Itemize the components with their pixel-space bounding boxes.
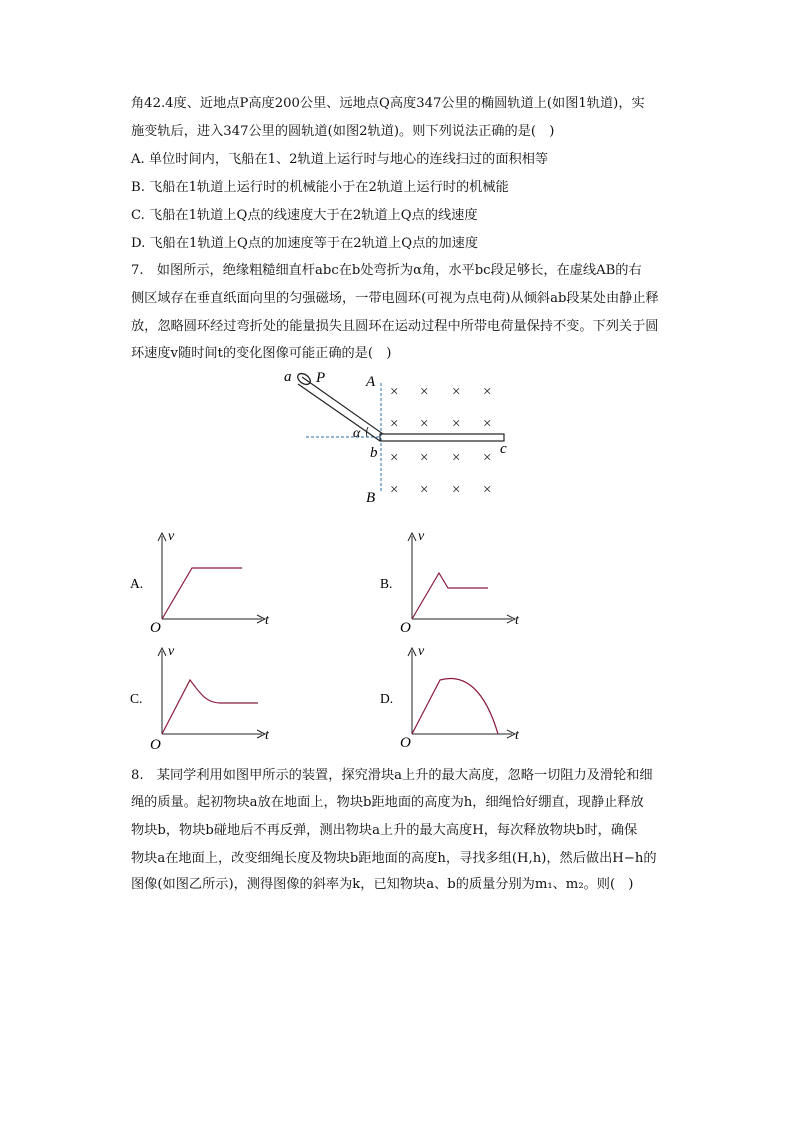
graph-d-v: v [418, 644, 425, 659]
label-A: A [366, 374, 376, 390]
graph-b [380, 530, 530, 635]
rod-ab-bottom [298, 384, 380, 441]
graph-c-curve [162, 680, 258, 734]
graph-c-t: t [265, 728, 269, 743]
q7-line-3: 放，忽略圆环经过弯折处的能量损失且圆环在运动过程中所带电荷量保持不变。下列关于圆 [131, 319, 659, 334]
graph-b-v: v [418, 529, 425, 544]
field-cross-2-2: × [452, 450, 461, 466]
field-cross-1-0: × [390, 416, 399, 432]
graph-d-option: D. [380, 691, 394, 706]
field-cross-3-2: × [452, 482, 461, 498]
q6-option-a: A. 单位时间内，飞船在1、2轨道上运行时与地心的连线扫过的面积相等 [131, 152, 549, 167]
label-b: b [370, 445, 378, 461]
field-cross-1-1: × [420, 416, 429, 432]
q6-line-2: 施变轨后，进入347公里的圆轨道(如图2轨道)。则下列说法正确的是( ) [131, 124, 555, 139]
field-cross-1-2: × [452, 416, 461, 432]
label-alpha: α [353, 426, 361, 441]
graph-c-origin: O [150, 737, 161, 753]
graph-b-curve [412, 573, 488, 619]
field-cross-0-1: × [420, 384, 429, 400]
field-cross-3-3: × [483, 482, 492, 498]
field-cross-1-3: × [483, 416, 492, 432]
field-cross-0-0: × [390, 384, 399, 400]
label-p: P [316, 370, 326, 386]
graph-a-t: t [265, 613, 269, 628]
label-c: c [500, 441, 507, 457]
q6-option-d: D. 飞船在1轨道上Q点的加速度等于在2轨道上Q点的加速度 [131, 236, 479, 251]
field-cross-0-3: × [483, 384, 492, 400]
rod-field-figure [280, 365, 520, 510]
graph-a [130, 530, 280, 635]
label-a: a [284, 369, 292, 385]
field-cross-2-0: × [390, 450, 399, 466]
graph-b-t: t [515, 613, 519, 628]
field-cross-2-1: × [420, 450, 429, 466]
graph-c-v: v [168, 644, 175, 659]
field-cross-2-3: × [483, 450, 492, 466]
q6-option-c: C. 飞船在1轨道上Q点的线速度大于在2轨道上Q点的线速度 [131, 208, 478, 223]
label-B: B [366, 490, 376, 506]
graph-d-curve [412, 678, 498, 734]
q8-line-1: 8. 某同学利用如图甲所示的装置，探究滑块a上升的最大高度，忽略一切阻力及滑轮和细 [131, 768, 653, 783]
q8-line-4: 物块a在地面上，改变细绳长度及物块b距地面的高度h，寻找多组(H,h)，然后做出H−h的 [131, 851, 657, 866]
q7-line-2: 侧区域存在垂直纸面向里的匀强磁场，一带电圆环(可视为点电荷)从倾斜ab段某处由静止释 [131, 291, 659, 306]
graph-c-option: C. [130, 691, 143, 706]
q7-line-1: 7. 如图所示，绝缘粗糙细直杆abc在b处弯折为α角，水平bc段足够长，在虚线AB的右 [131, 263, 642, 278]
graph-a-option: A. [130, 576, 144, 591]
q7-line-4: 环速度v随时间t的变化图像可能正确的是( ) [131, 346, 392, 361]
graph-d-origin: O [400, 735, 411, 751]
q6-line-1: 角42.4度、近地点P高度200公里、远地点Q高度347公里的椭圆轨道上(如图1轨道)，实 [131, 96, 645, 111]
q8-line-5: 图像(如图乙所示)，测得图像的斜率为k，已知物块a、b的质量分别为m₁、m₂。则( ) [131, 877, 634, 892]
graph-d [380, 645, 530, 750]
field-cross-0-2: × [452, 384, 461, 400]
rod-bc [380, 434, 504, 441]
q8-line-2: 绳的质量。起初物块a放在地面上，物块b距地面的高度为h，细绳恰好绷直，现静止释放 [131, 795, 644, 810]
field-cross-3-1: × [420, 482, 429, 498]
graph-a-v: v [168, 529, 175, 544]
field-cross-3-0: × [390, 482, 399, 498]
graph-b-option: B. [380, 576, 393, 591]
graph-c [130, 644, 280, 753]
q6-option-b: B. 飞船在1轨道上运行时的机械能小于在2轨道上运行时的机械能 [131, 180, 509, 195]
graph-a-curve [162, 568, 242, 619]
graph-d-t: t [515, 728, 519, 743]
q8-line-3: 物块b，物块b碰地后不再反弹，测出物块a上升的最大高度H，每次释放物块b时，确保 [131, 823, 638, 838]
graph-a-origin: O [150, 620, 161, 636]
graph-b-origin: O [400, 620, 411, 636]
